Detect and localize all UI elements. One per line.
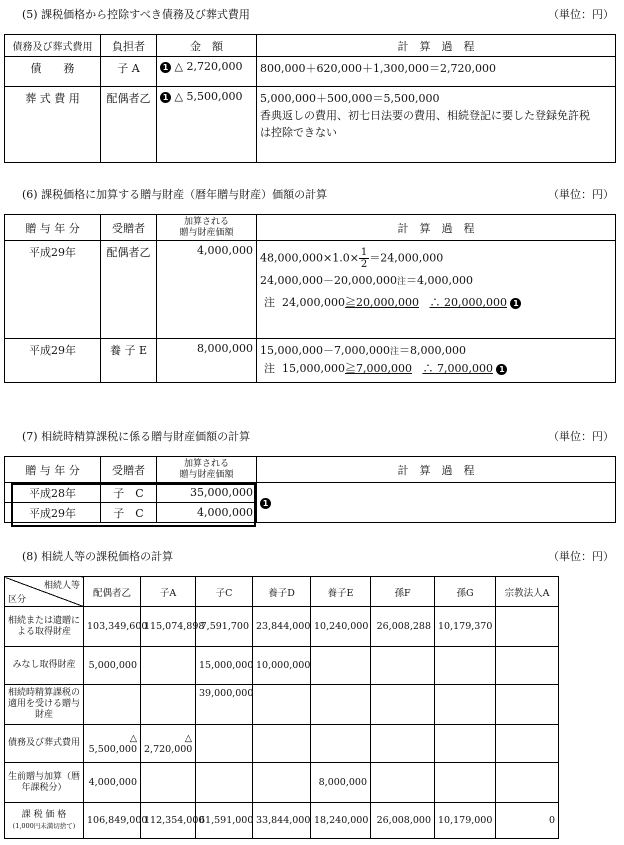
table-row [5,725,559,763]
cell [196,763,253,803]
row-amount: 8,000,000 [157,339,257,383]
row-person: 配偶者乙 [101,87,157,163]
calc-line [260,292,612,314]
cell [141,647,196,685]
row-year: 平成28年 [5,483,101,503]
cell [496,647,559,685]
cell [435,763,496,803]
header-person: 負担者 [101,35,157,57]
table-row [5,339,616,383]
corner-bottom: 区分 [8,595,27,605]
table-row [5,57,616,87]
calc-line [260,342,612,360]
calc-line [260,360,612,378]
calc-text: 24,000,000 [282,296,345,309]
table-row [5,607,559,647]
cell: 4,000,000 [84,763,141,803]
row-calc: 800,000＋620,000＋1,300,000＝2,720,000 [257,57,616,87]
section5-unit: （単位：円） [548,8,614,21]
cell: 26,008,000 [371,803,435,839]
calc-line: 5,000,000＋500,000＝5,500,000 [260,92,440,105]
fraction-den: 2 [360,259,368,270]
row-label: みなし取得財産 [5,647,84,685]
header-calc: 計 算 過 程 [257,215,616,241]
table-row [5,763,559,803]
row-person: 子 A [101,57,157,87]
cell [253,685,311,725]
section7-title: (7) 相続時精算課税に係る贈与財産価額の計算 [22,430,251,443]
cell [311,685,371,725]
cell [496,725,559,763]
calc-text: ＝8,000,000 [398,344,466,357]
header-amount-line2: 贈与財産価額 [179,227,234,238]
row-amount: 35,000,000 [157,483,257,503]
col-header: 宗教法人A [496,577,559,607]
cell: 0 [496,803,559,839]
cell: 115,074,898 [141,607,196,647]
fraction [359,247,369,270]
row-amount: 4,000,000 [157,503,257,523]
row-amount: 4,000,000 [157,241,257,339]
note-mark: 注 [264,362,275,375]
row-calc [257,483,616,523]
cell: 5,000,000 [84,647,141,685]
col-header: 子A [141,577,196,607]
cell: 15,000,000 [196,647,253,685]
section8-unit: （単位：円） [548,550,614,563]
row-year: 平成29年 [5,339,101,383]
table-row [5,685,559,725]
row-calc [257,339,616,383]
cell [496,685,559,725]
row-person: 配偶者乙 [101,241,157,339]
row-calc [257,241,616,339]
table-row [5,803,559,839]
col-header: 養子D [253,577,311,607]
highlight-box [11,483,256,527]
cell: 7,591,700 [196,607,253,647]
cell: 26,008,288 [371,607,435,647]
marker-icon: 1 [496,364,507,375]
calc-line [260,270,612,292]
calc-line: は控除できない [260,126,337,139]
header-item: 債務及び葬式費用 [5,35,101,57]
cell: 23,844,000 [253,607,311,647]
marker-icon: 1 [260,498,271,509]
section8-title: (8) 相続人等の課税価格の計算 [22,550,174,563]
row-year: 平成29年 [5,503,101,523]
section5-title: (5) 課税価格から控除すべき債務及び葬式費用 [22,8,250,21]
row-calc [257,87,616,163]
corner-cell [5,577,84,607]
header-amount-line2: 贈与財産価額 [179,469,234,480]
row-item: 葬 式 費 用 [5,87,101,163]
cell: 103,349,600 [84,607,141,647]
col-header: 孫F [371,577,435,607]
calc-text: 24,000,000－20,000,000 [260,274,397,287]
marker-icon: 1 [160,62,171,73]
row-amount-cell [157,87,257,163]
calc-text: ＝4,000,000 [405,274,473,287]
table-row [5,647,559,685]
cell: △ 2,720,000 [141,725,196,763]
cell [141,685,196,725]
cell [435,647,496,685]
header-person: 受贈者 [101,457,157,483]
col-header: 養子E [311,577,371,607]
cell [435,725,496,763]
note-mark: 注 [396,277,406,287]
row-label: 相続または遺贈による取得財産 [5,607,84,647]
gift-table [4,214,616,383]
section6-unit: （単位：円） [548,188,614,201]
calc-text: ∴ 20,000,000 [429,296,507,309]
col-header: 子C [196,577,253,607]
cell [371,685,435,725]
cell [371,725,435,763]
header-person: 受贈者 [101,215,157,241]
row-label-sub: (1,000円未満切捨て) [12,821,76,830]
calc-text: ∴ 7,000,000 [422,362,493,375]
taxable-value-table [4,576,559,839]
calc-text: 15,000,000 [282,362,345,375]
cell: 106,849,000 [84,803,141,839]
calc-text: ＝24,000,000 [369,251,444,265]
marker-icon: 1 [160,92,171,103]
cell: 10,000,000 [253,647,311,685]
row-person: 養 子 E [101,339,157,383]
cell: 8,000,000 [311,763,371,803]
header-amount-line1: 加算される [183,458,229,469]
row-label [5,803,84,839]
cell [371,647,435,685]
row-amount: △ 2,720,000 [174,60,243,73]
cell [496,763,559,803]
cell [253,763,311,803]
row-amount: △ 5,500,000 [174,90,243,103]
cell [311,647,371,685]
cell: 61,591,000 [196,803,253,839]
cell [435,685,496,725]
section7-unit: （単位：円） [548,430,614,443]
cell [196,725,253,763]
calc-text: 15,000,000－7,000,000 [260,344,390,357]
col-header: 孫G [435,577,496,607]
row-person: 子 C [101,503,157,523]
corner-top: 相続人等 [43,581,80,591]
header-year: 贈 与 年 分 [5,215,101,241]
row-year: 平成29年 [5,241,101,339]
row-amount-cell [157,57,257,87]
note-mark: 注 [264,296,275,309]
header-calc: 計 算 過 程 [257,35,616,57]
note-mark: 注 [389,347,399,357]
row-label: 債務及び葬式費用 [5,725,84,763]
row-label: 相続時精算課税の適用を受ける贈与財産 [5,685,84,725]
row-person: 子 C [101,483,157,503]
cell: 10,179,370 [435,607,496,647]
cell [253,725,311,763]
cell: 39,000,000 [196,685,253,725]
calc-text: 48,000,000×1.0× [260,251,359,265]
fraction-num: 1 [360,247,368,258]
cell: 18,240,000 [311,803,371,839]
calc-text: ≧20,000,000 [344,296,419,309]
col-header: 配偶者乙 [84,577,141,607]
table-row [5,241,616,339]
cell [311,725,371,763]
header-amount [157,215,257,241]
header-amount-line1: 加算される [183,216,229,227]
cell [371,763,435,803]
cell [496,607,559,647]
row-item: 債 務 [5,57,101,87]
calc-line [260,247,612,270]
cell [141,763,196,803]
cell [84,685,141,725]
cell: 33,844,000 [253,803,311,839]
calc-line: 香典返しの費用、初七日法要の費用、相続登記に要した登録免許税 [260,109,590,122]
marker-icon: 1 [510,298,521,309]
row-label-main: 課 税 価 格 [21,809,67,820]
section6-title: (6) 課税価格に加算する贈与財産（暦年贈与財産）価額の計算 [22,188,328,201]
cell: △ 5,500,000 [84,725,141,763]
debts-table [4,34,616,163]
header-calc: 計 算 過 程 [257,457,616,483]
cell: 10,240,000 [311,607,371,647]
cell: 10,179,000 [435,803,496,839]
cell: 112,354,000 [141,803,196,839]
calc-text: ≧7,000,000 [344,362,412,375]
header-amount [157,457,257,483]
row-label: 生前贈与加算（暦年課税分） [5,763,84,803]
header-year: 贈 与 年 分 [5,457,101,483]
header-amount: 金 額 [157,35,257,57]
table-row [5,87,616,163]
